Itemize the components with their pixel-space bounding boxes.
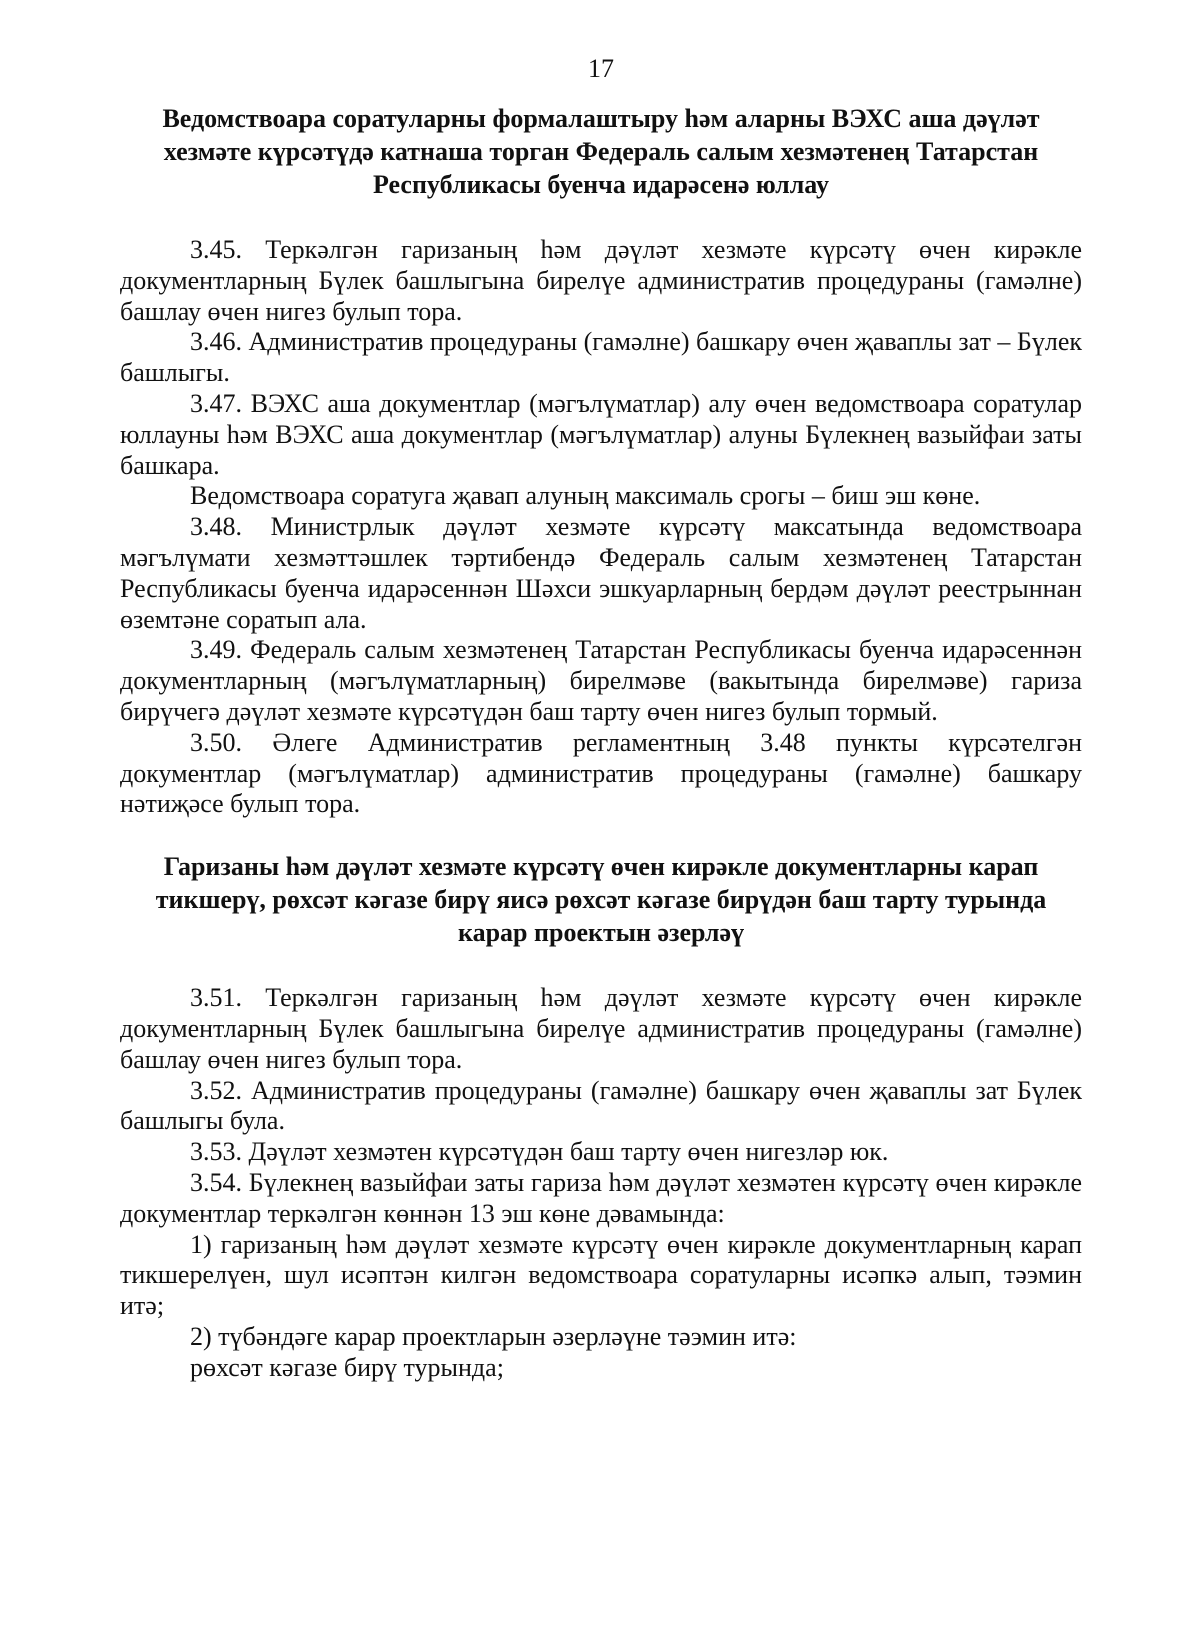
section-1-body [120, 235, 1082, 820]
paragraph-3-48: 3.48. Министрлык дәүләт хезмәте күрсәтү максатында ведомствоара мәгълүмати хезмәттәшлек тәртибендә Федераль салым хезмәтенең Татарстан Республикасы буенча идарәсеннән Шәхси эшкуарларның бердәм дәүләт реестрыннан өземтәне соратып ала. [120, 512, 1082, 634]
paragraph-3-50: 3.50. Әлеге Административ регламентның 3.48 пункты күрсәтелгән документлар (мәгълүматлар) административ процедураны (гамәлне) башкару нәтиҗәсе булып тора. [120, 727, 1082, 819]
section-heading-2: Гаризаны һәм дәүләт хезмәте күрсәтү өчен кирәкле документларны карап тикшерү, рөхсәт кәгазе бирү яисә рөхсәт кәгазе бирүдән баш тарту турында карар проектын әзерләү [155, 852, 1047, 948]
paragraph-3-46: 3.46. Административ процедураны (гамәлне) башкару өчен җаваплы зат – Бүлек башлыгы. [120, 327, 1082, 388]
list-item-1: 1) гаризаның һәм дәүләт хезмәте күрсәтү өчен кирәкле документларның карап тикшерелүен, шул исәптән килгән ведомствоара соратуларны исәпкә алып, тәэмин итә; [120, 1229, 1082, 1321]
paragraph-3-47-deadline: Ведомствоара соратуга җавап алуның максималь срогы – биш эш көне. [190, 481, 981, 511]
section-2-body [120, 983, 1082, 1383]
paragraph-3-54: 3.54. Бүлекнең вазыйфаи заты гариза һәм дәүләт хезмәтен күрсәтү өчен кирәкле документлар теркәлгән көннән 13 эш көне дәвамында: [120, 1167, 1082, 1228]
paragraph-3-53: 3.53. Дәүләт хезмәтен күрсәтүдән баш тарту өчен нигезләр юк. [190, 1137, 889, 1167]
list-item-2: 2) түбәндәге карар проектларын әзерләүне тәэмин итә: [190, 1321, 797, 1351]
paragraph-3-47: 3.47. ВЭХС аша документлар (мәгълүматлар) алу өчен ведомствоара соратулар юллауны һәм ВЭХС аша документлар (мәгълүматлар) алуны Бүлекнең вазыйфаи заты башкара. [120, 388, 1082, 480]
paragraph-3-51: 3.51. Теркәлгән гаризаның һәм дәүләт хезмәте күрсәтү өчен кирәкле документларның Бүлек башлыгына бирелүе административ процедураны (гамәлне) башлау өчен нигез булып тора. [120, 983, 1082, 1074]
paragraph-3-49: 3.49. Федераль салым хезмәтенең Татарстан Республикасы буенча идарәсеннән документларның (мәгълүматларның) бирелмәве (вакытында бирелмәве) гариза бирүчегә дәүләт хезмәте күрсәтүдән баш тарту өчен нигез булып тормый. [120, 635, 1082, 726]
page-number: 17 [588, 54, 614, 83]
paragraph-3-45: 3.45. Теркәлгән гаризаның һәм дәүләт хезмәте күрсәтү өчен кирәкле документларның Бүлек башлыгына бирелүе административ процедураны (гамәлне) башлау өчен нигез булып тора. [120, 235, 1082, 326]
document-page [120, 54, 1082, 1384]
list-sub-item: рөхсәт кәгазе бирү турында; [190, 1352, 504, 1382]
paragraph-3-52: 3.52. Административ процедураны (гамәлне) башкару өчен җаваплы зат Бүлек башлыгы була. [120, 1075, 1082, 1136]
section-heading-1: Ведомствоара соратуларны формалаштыру һәм аларны ВЭХС аша дәүләт хезмәте күрсәтүдә катнаша торган Федераль салым хезмәтенең Татарстан Республикасы буенча идарәсенә юллау [162, 104, 1040, 199]
